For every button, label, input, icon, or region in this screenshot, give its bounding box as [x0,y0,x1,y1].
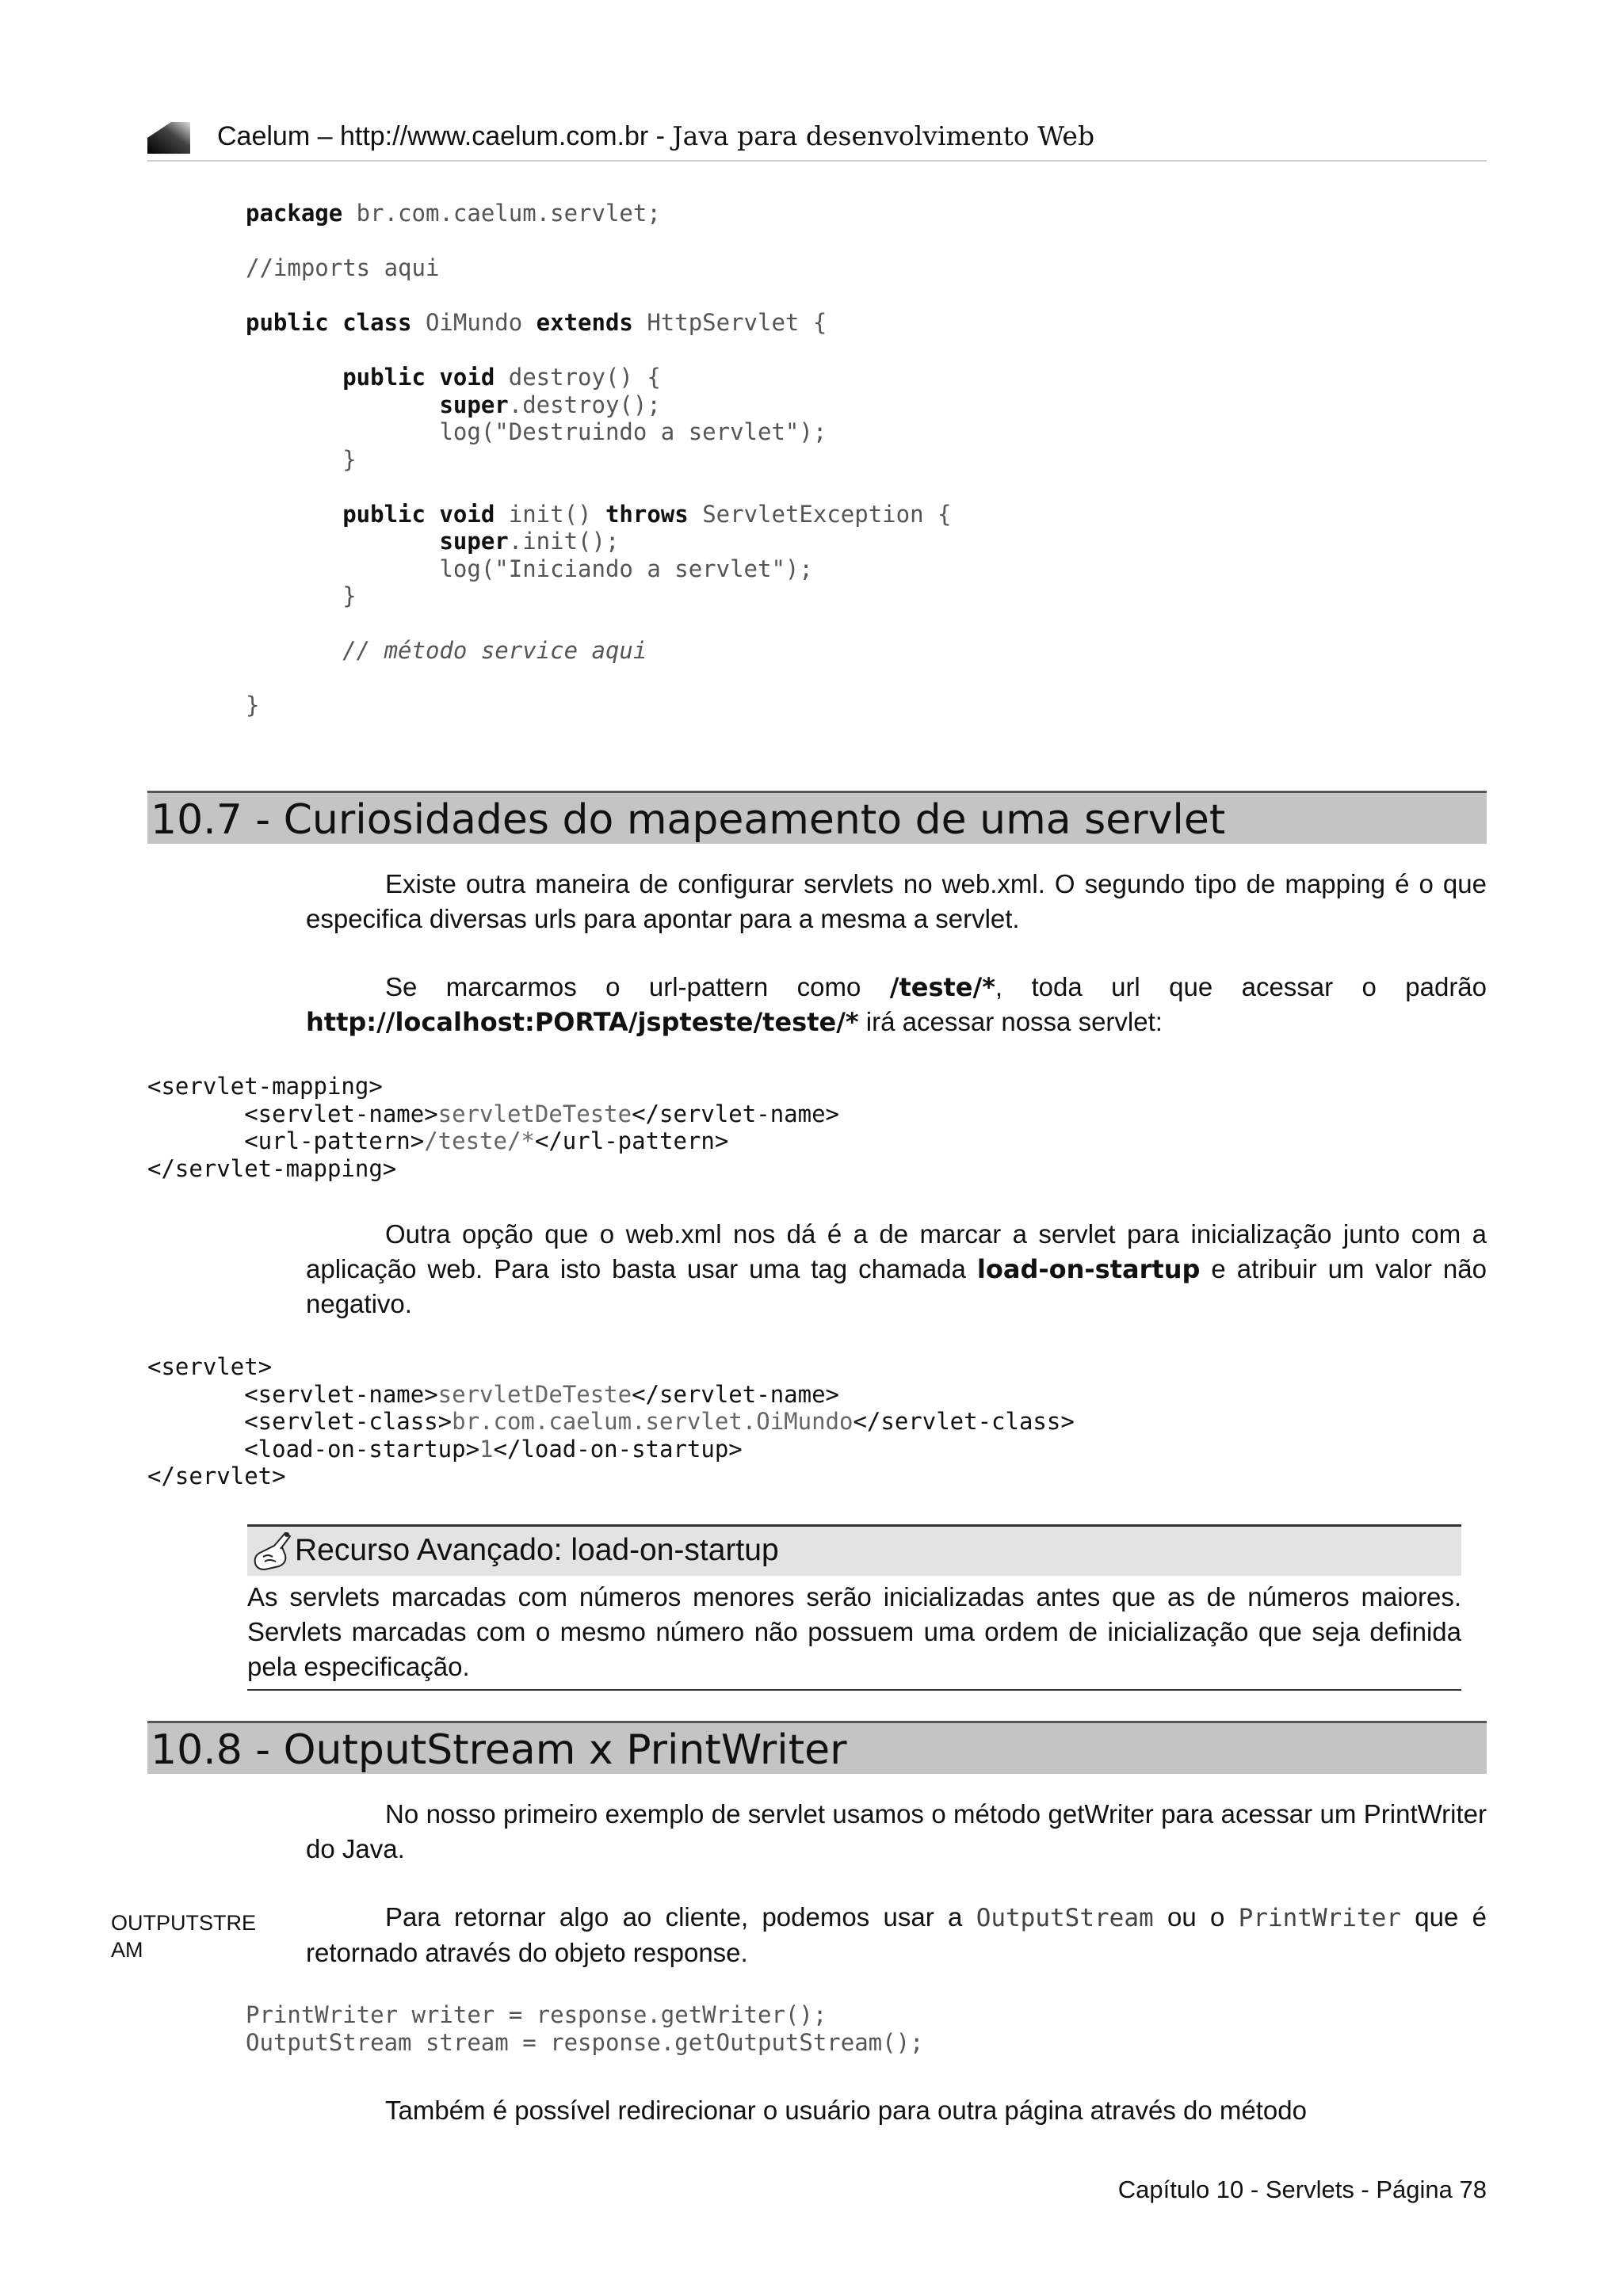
paragraph-text: Se marcarmos o url-pattern como [385,972,890,1001]
code-token: .init(); [508,528,620,555]
code-comment: // método service aqui [342,637,647,664]
header-text [217,120,1094,152]
xml-tag: <servlet> [147,1353,273,1380]
code-token: } [246,692,260,719]
code-line: OutputStream stream = response.getOutputStream(); [246,2028,924,2056]
xml-tag: <servlet-name> [244,1380,438,1408]
code-token: extends [536,309,633,336]
paragraph-mapping-intro [306,867,1487,936]
paragraph-redirect [306,2093,1487,2128]
xml-value: 1 [479,1435,494,1463]
code-token: log("Destruindo a servlet"); [439,418,827,445]
code-token: } [342,445,357,473]
paragraph-load-on-startup [306,1217,1487,1322]
paragraph-text: ou o [1153,1902,1239,1932]
code-token: package [246,200,343,227]
xml-value: servletDeTeste [437,1380,632,1408]
code-token: super [439,528,509,555]
advanced-box-header [247,1524,1461,1576]
xml-tag: </servlet> [147,1463,286,1489]
code-token: destroy() { [495,364,661,391]
paragraph-getwriter [306,1797,1487,1867]
code-token: public void [342,500,495,528]
margin-note: OUTPUTSTREAM [111,1911,257,1962]
code-token: super [439,391,509,418]
section-title: 10.8 - OutputStream x PrintWriter [151,1726,847,1774]
code-line: PrintWriter writer = response.getWriter(); [246,2001,827,2028]
paragraph-text: , toda url que acessar o padrão [995,972,1487,1001]
code-block-servlet-mapping [147,1073,839,1182]
header-subtitle: Java para desenvolvimento Web [672,120,1095,151]
code-comment: //imports aqui [246,254,440,281]
xml-tag: <load-on-startup> [244,1435,480,1463]
page-footer: Capítulo 10 - Servlets - Página 78 [1117,2176,1487,2203]
code-inline: OutputStream [976,1904,1154,1932]
code-token: public void [342,364,495,391]
section-heading-10-8 [147,1721,1487,1774]
code-token: OiMundo [411,309,537,336]
xml-tag: <servlet-mapping> [147,1073,383,1100]
paragraph-text: Outra opção que o web.xml nos dá é a de marcar a servlet para inicialização junto com a aplicação web. Para isto basta usar uma tag chamada [306,1219,1487,1283]
load-on-startup-term: load-on-startup [976,1254,1201,1284]
code-inline: PrintWriter [1238,1904,1401,1932]
xml-value: /teste/* [424,1127,535,1154]
code-token: ServletException { [688,500,952,528]
xml-value: servletDeTeste [437,1100,632,1127]
code-token: HttpServlet { [632,309,827,336]
paragraph-text: Também é possível redirecionar o usuário para outra página através do método [385,2096,1307,2125]
paragraph-outputstream [306,1900,1487,1970]
xml-tag: <servlet-name> [244,1100,438,1127]
xml-tag: </url-pattern> [534,1127,729,1154]
advanced-box-body: As servlets marcadas com números menores serão inicializadas antes que as de números maiores. Servlets marcadas com o mesmo número não possuem uma ordem de inicialização que seja definida pela especificação. [247,1580,1461,1691]
paragraph-text: irá acessar nossa servlet: [858,1007,1163,1036]
paragraph-text: Para retornar algo ao cliente, podemos usar a [385,1902,976,1932]
paragraph-text: No nosso primeiro exemplo de servlet usamos o método getWriter para acessar um PrintWriter do Java. [306,1799,1487,1863]
url-pattern-value: /teste/* [889,972,995,1002]
code-token: } [342,582,357,609]
xml-tag: <url-pattern> [244,1127,425,1154]
code-token: br.com.caelum.servlet; [342,200,661,227]
xml-value: br.com.caelum.servlet.OiMundo [452,1408,854,1435]
section-title: 10.7 - Curiosidades do mapeamento de uma servlet [151,796,1226,844]
xml-tag: </servlet-class> [853,1408,1075,1435]
xml-tag: </servlet-mapping> [147,1154,397,1182]
code-block-servlet [246,200,951,719]
header-site: Caelum – http://www.caelum.com.br - [217,121,665,151]
xml-tag: <servlet-class> [244,1408,453,1435]
hand-writing-icon [250,1528,295,1573]
paragraph-text: que é retornado através do objeto response. [306,1902,1487,1967]
code-block-writer-stream [246,2001,924,2056]
code-block-servlet-config [147,1353,1075,1490]
code-token: throws [605,500,689,528]
code-token: init() [495,500,605,528]
page-header [147,117,1487,162]
caelum-logo-icon [147,122,190,154]
section-heading-10-7 [147,791,1487,844]
paragraph-text: e atribuir um valor não negativo. [306,1254,1487,1318]
code-token: .destroy(); [508,391,661,418]
xml-tag: </servlet-name> [632,1100,839,1127]
paragraph-text: Existe outra maneira de configurar servlets no web.xml. O segundo tipo de mapping é o que especifica diversas urls para apontar para a mesma a servlet. [306,869,1487,933]
xml-tag: </load-on-startup> [493,1435,743,1463]
paragraph-url-pattern [306,970,1487,1039]
xml-tag: </servlet-name> [632,1380,839,1408]
code-token: public class [246,309,412,336]
url-example: http://localhost:PORTA/jspteste/teste/* [306,1007,859,1037]
code-token: log("Iniciando a servlet"); [439,555,813,582]
advanced-box-title: Recurso Avançado: load-on-startup [295,1533,779,1567]
